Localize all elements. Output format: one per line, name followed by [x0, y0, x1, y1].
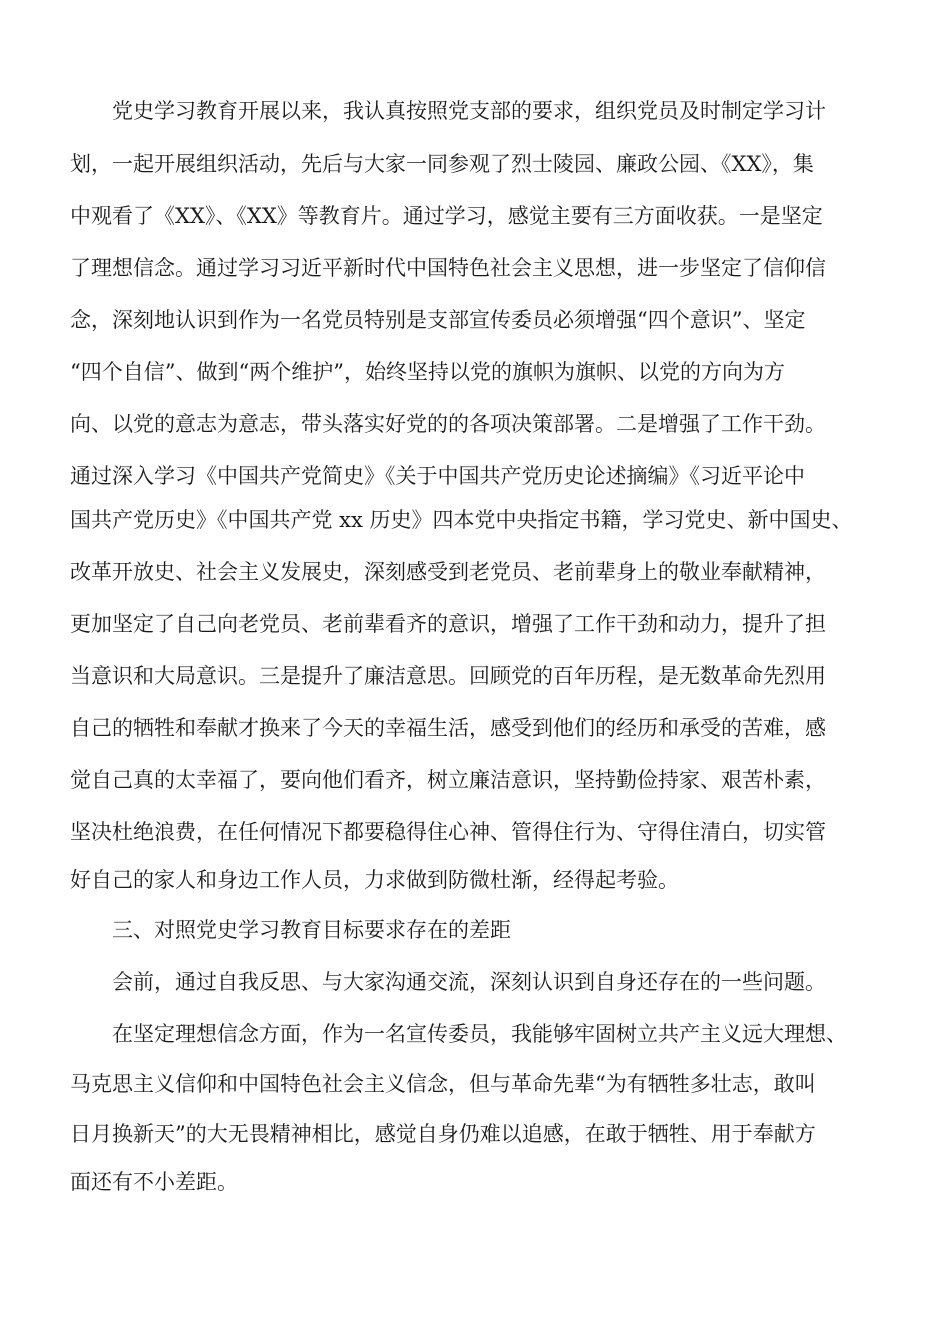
paragraph-1-line-6: “四个自信”、做到“两个维护”，始终坚持以党的旗帜为旗帜、以党的方向为方 [70, 360, 785, 384]
paragraph-1-line-3: 中观看了《XX》、《XX》等教育片。通过学习，感觉主要有三方面收获。一是坚定 [70, 204, 823, 228]
paragraph-1-line-7: 向、以党的意志为意志，带头落实好党的的各项决策部署。二是增强了工作干劲。 [70, 412, 826, 436]
paragraph-1-line-1: 党史学习教育开展以来，我认真按照党支部的要求，组织党员及时制定学习计 [112, 99, 826, 123]
paragraph-1-line-16: 好自己的家人和身边工作人员，力求做到防微杜渐，经得起考验。 [70, 868, 679, 892]
paragraph-1-line-15: 坚决杜绝浪费，在任何情况下都要稳得住心神、管得住行为、守得住清白，切实管 [70, 820, 826, 844]
paragraph-3-line-2: 马克思主义信仰和中国特色社会主义信念，但与革命先辈“为有牺牲多壮志，敢叫 [70, 1072, 816, 1096]
paragraph-1-line-14: 觉自己真的太幸福了，要向他们看齐，树立廉洁意识，坚持勤俭持家、艰苦朴素， [70, 768, 826, 792]
paragraph-1-line-10: 改革开放史、社会主义发展史，深刻感受到老党员、老前辈身上的敬业奉献精神， [70, 560, 826, 584]
section-heading: 三、对照党史学习教育目标要求存在的差距 [112, 918, 511, 942]
paragraph-1-line-11: 更加坚定了自己向老党员、老前辈看齐的意识，增强了工作干劲和动力，提升了担 [70, 612, 826, 636]
paragraph-1-line-2: 划，一起开展组织活动，先后与大家一同参观了烈士陵园、廉政公园、《XX》，集 [70, 152, 814, 176]
paragraph-1-line-5: 念，深刻地认识到作为一名党员特别是支部宣传委员必须增强“四个意识”、坚定 [70, 308, 806, 332]
paragraph-1-line-9: 国共产党历史》《中国共产党 xx 历史》四本党中央指定书籍，学习党史、新中国史、 [70, 508, 853, 532]
paragraph-2-line-1: 会前，通过自我反思、与大家沟通交流，深刻认识到自身还存在的一些问题。 [112, 970, 826, 994]
paragraph-1-line-13: 自己的牺牲和奉献才换来了今天的幸福生活，感受到他们的经历和承受的苦难，感 [70, 716, 826, 740]
paragraph-1-line-8: 通过深入学习《中国共产党简史》《关于中国共产党历史论述摘编》《习近平论中 [70, 464, 805, 488]
paragraph-3-line-3: 日月换新天”的大无畏精神相比，感觉自身仍难以追感，在敢于牺牲、用于奉献方 [70, 1122, 816, 1146]
paragraph-3-line-4: 面还有不小差距。 [70, 1170, 238, 1194]
paragraph-3-line-1: 在坚定理想信念方面，作为一名宣传委员，我能够牢固树立共产主义远大理想、 [112, 1022, 847, 1046]
paragraph-1-line-4: 了理想信念。通过学习习近平新时代中国特色社会主义思想，进一步坚定了信仰信 [70, 256, 826, 280]
paragraph-1-line-12: 当意识和大局意识。三是提升了廉洁意思。回顾党的百年历程，是无数革命先烈用 [70, 664, 826, 688]
